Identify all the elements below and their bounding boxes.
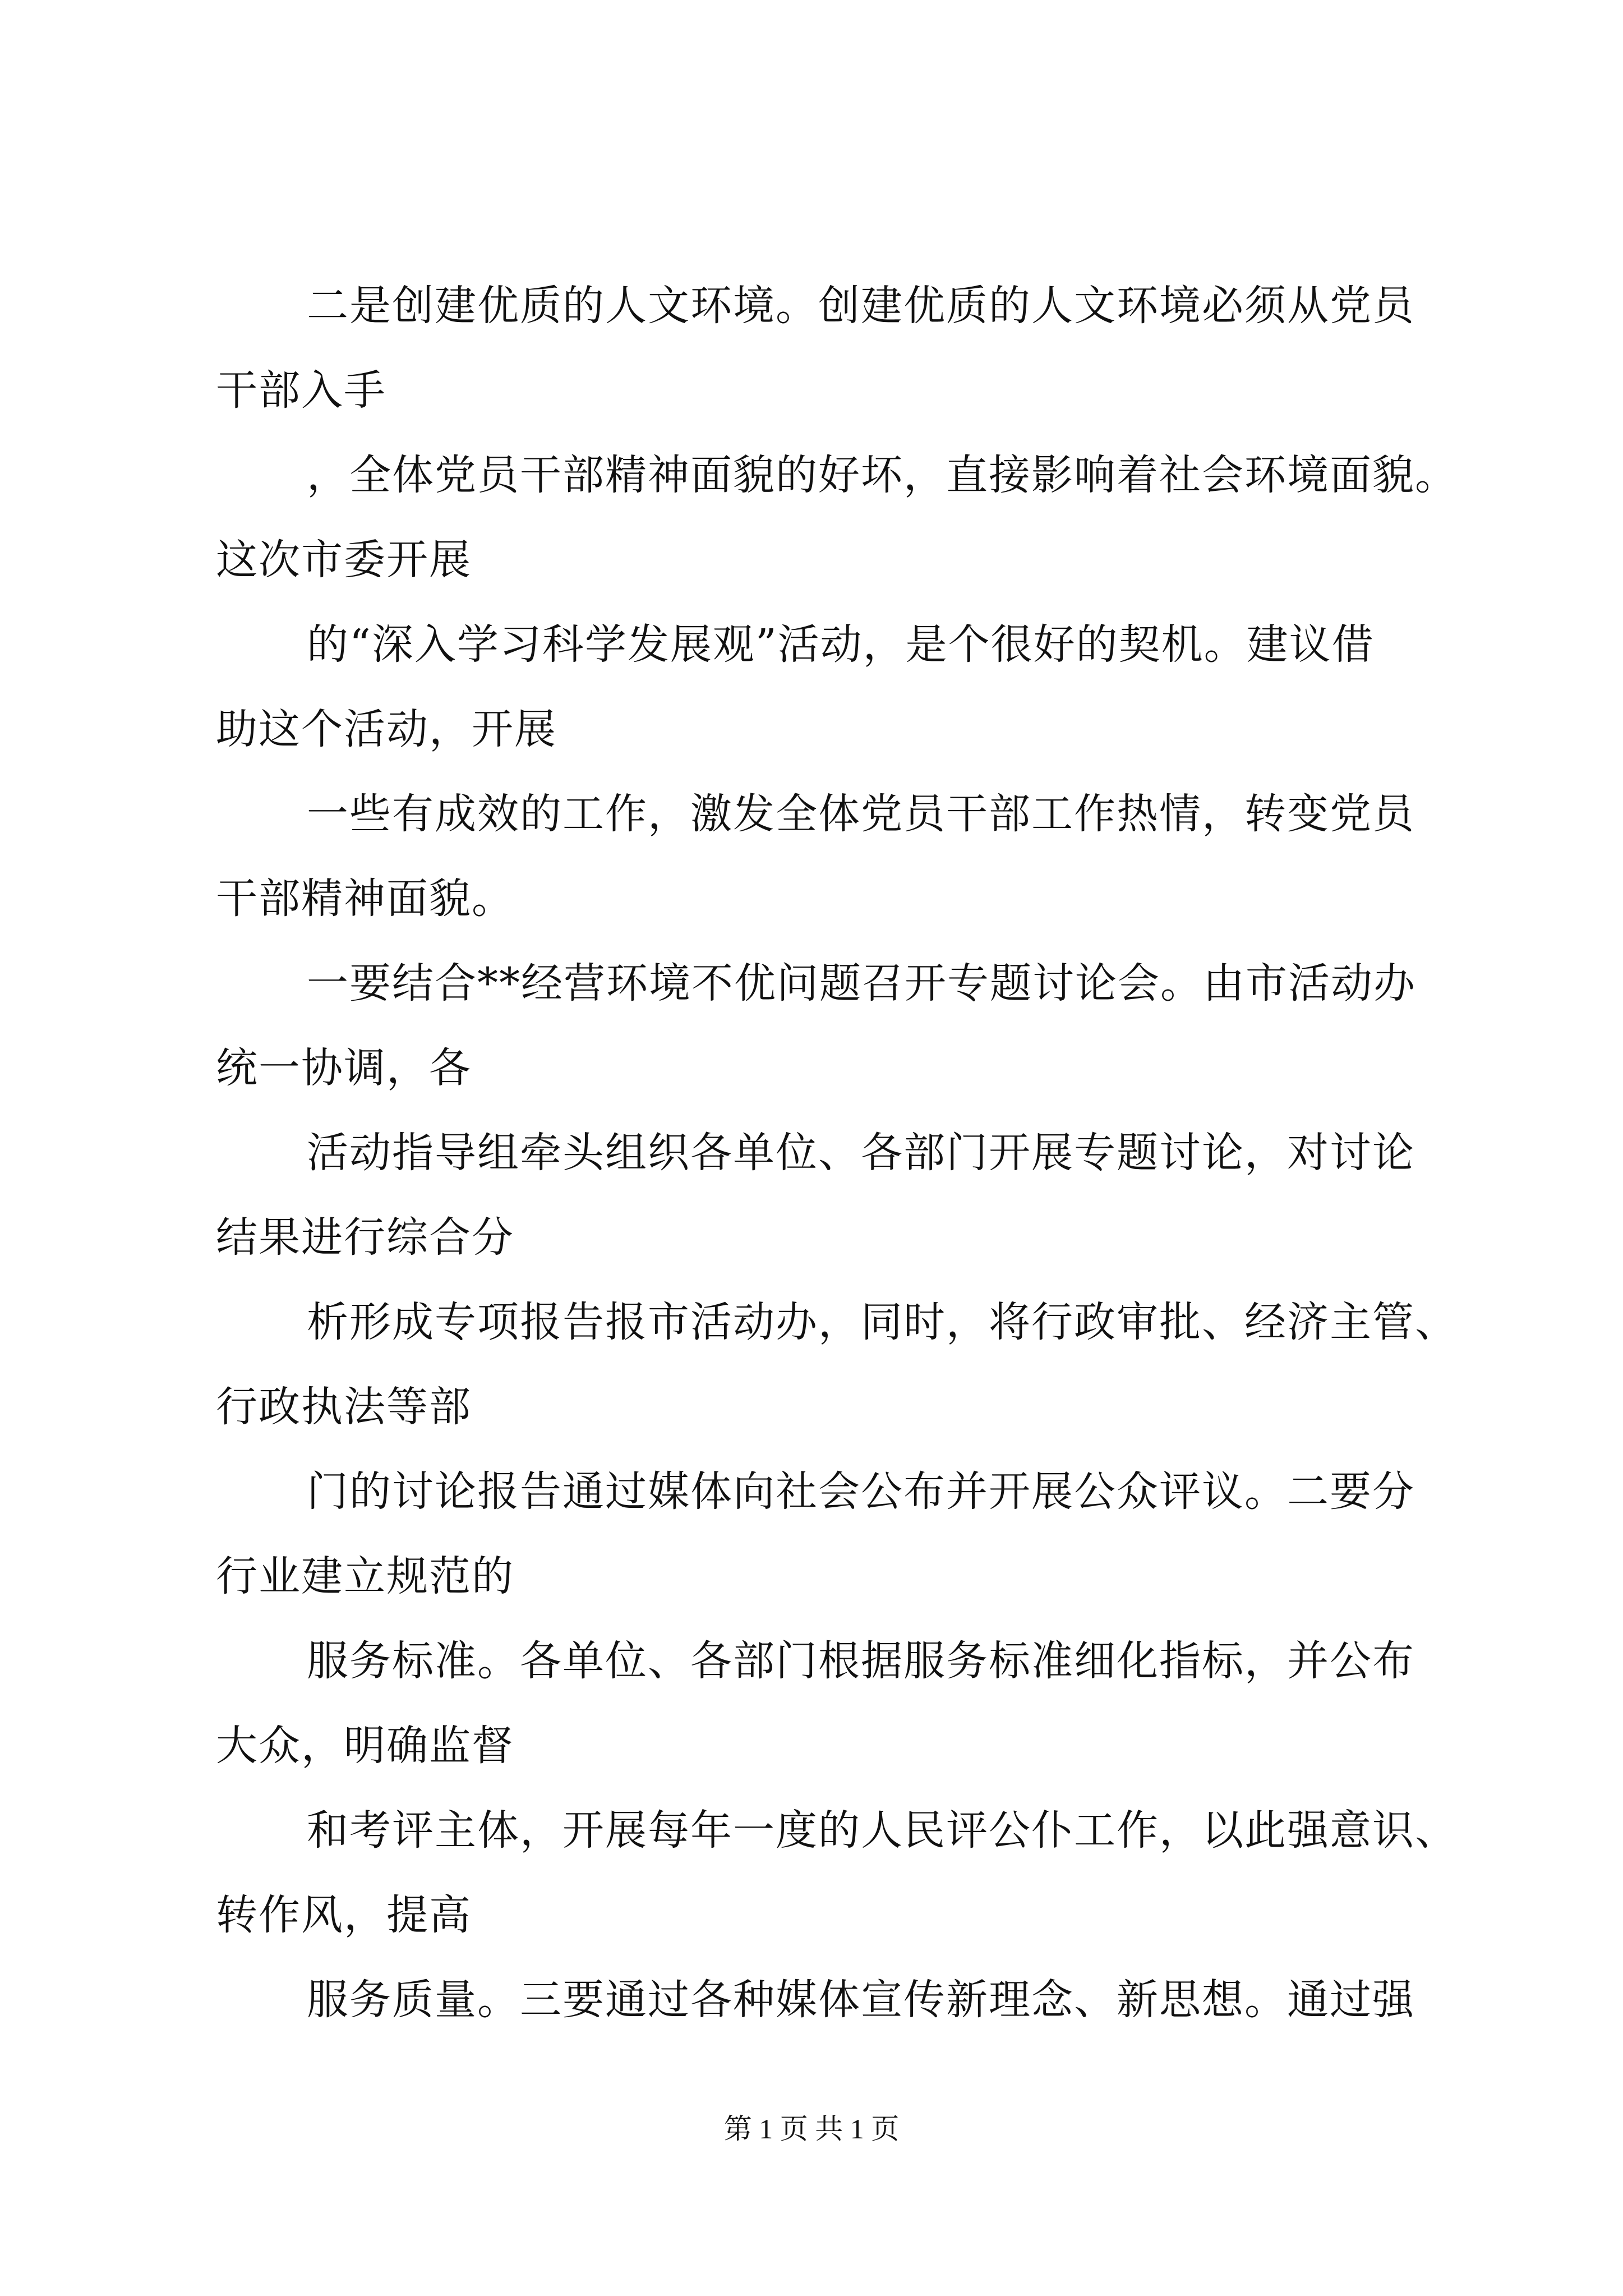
text-line: 服务标准。各单位、各部门根据服务标准细化指标，并公布: [307, 1637, 1415, 1685]
text-line: 大众，明确监督: [216, 1722, 514, 1770]
text-line: 行业建立规范的: [216, 1552, 514, 1600]
text-line: 行政执法等部: [216, 1383, 472, 1431]
page-number-label: 第 1 页 共 1 页: [723, 2113, 900, 2145]
page-footer: [0, 2112, 1623, 2146]
text-line: 这次市委开展: [216, 536, 472, 584]
text-line: 一些有成效的工作，激发全体党员干部工作热情，转变党员: [307, 790, 1415, 838]
text-line: 干部精神面貌。: [216, 875, 514, 923]
text-line: 助这个活动，开展: [216, 705, 557, 753]
text-line: 门的讨论报告通过媒体向社会公布并开展公众评议。二要分: [307, 1467, 1415, 1516]
text-line: 结果进行综合分: [216, 1213, 514, 1262]
document-body: [216, 264, 1458, 2042]
text-line: 活动指导组牵头组织各单位、各部门开展专题讨论，对讨论: [307, 1129, 1415, 1177]
text-line: 的“深入学习科学发展观”活动，是个很好的契机。建议借: [307, 620, 1375, 669]
text-line: 统一协调，各: [216, 1044, 472, 1092]
text-line: 析形成专项报告报市活动办，同时，将行政审批、经济主管、: [307, 1298, 1458, 1346]
text-line: 和考评主体，开展每年一度的人民评公仆工作，以此强意识、: [307, 1806, 1458, 1855]
text-line: 干部入手: [216, 366, 386, 415]
text-line: 服务质量。三要通过各种媒体宣传新理念、新思想。通过强: [307, 1976, 1415, 2024]
text-line: 二是创建优质的人文环境。创建优质的人文环境必须从党员: [307, 282, 1415, 330]
text-line: ，全体党员干部精神面貌的好坏，直接影响着社会环境面貌。: [307, 451, 1458, 499]
text-line: 转作风，提高: [216, 1891, 472, 1939]
text-line: 一要结合**经营环境不优问题召开专题讨论会。由市活动办: [307, 959, 1416, 1007]
